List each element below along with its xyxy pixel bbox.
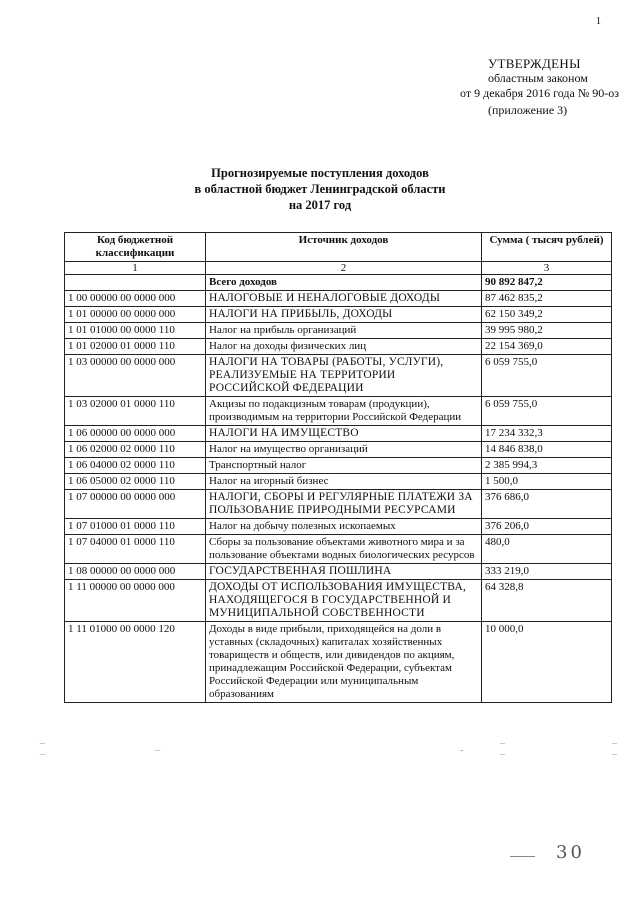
total-row [65,275,612,291]
table-row [65,564,612,580]
row-amount: 17 234 332,3 [482,426,612,442]
table-header-row [65,233,612,262]
row-code: 1 00 00000 00 0000 000 [65,291,206,307]
row-source: НАЛОГИ НА ИМУЩЕСТВО [206,426,482,442]
row-code: 1 06 02000 02 0000 110 [65,442,206,458]
row-source: Налог на игорный бизнес [206,474,482,490]
row-amount: 6 059 755,0 [482,355,612,397]
table-row [65,458,612,474]
stamp-line [510,856,535,857]
page-number: 1 [596,16,601,27]
row-source: Доходы в виде прибыли, приходящейся на доли в уставных (складочных) капиталах хозяйственных товариществ и обществ, или дивидендов по акциям, принадлежащим Российской Федерации, субъектам Российской Федерации или муниципальным образованиям [206,622,482,703]
row-amount: 22 154 369,0 [482,339,612,355]
row-code: 1 08 00000 00 0000 000 [65,564,206,580]
row-code: 1 03 00000 00 0000 000 [65,355,206,397]
row-code: 1 01 01000 00 0000 110 [65,323,206,339]
total-label: Всего доходов [206,275,482,291]
table-row [65,397,612,426]
row-code: 1 01 00000 00 0000 000 [65,307,206,323]
margin-mark: - [460,745,464,756]
row-source: НАЛОГИ НА ТОВАРЫ (РАБОТЫ, УСЛУГИ), РЕАЛИЗУЕМЫЕ НА ТЕРРИТОРИИ РОССИЙСКОЙ ФЕДЕРАЦИИ [206,355,482,397]
approval-line-3: (приложение 3) [488,103,568,117]
row-code: 1 03 02000 01 0000 110 [65,397,206,426]
column-number: 1 [65,262,206,275]
row-code: 1 07 00000 00 0000 000 [65,490,206,519]
row-source: НАЛОГИ, СБОРЫ И РЕГУЛЯРНЫЕ ПЛАТЕЖИ ЗА ПОЛЬЗОВАНИЕ ПРИРОДНЫМИ РЕСУРСАМИ [206,490,482,519]
row-amount: 376 686,0 [482,490,612,519]
row-source: Налог на доходы физических лиц [206,339,482,355]
row-code: 1 11 00000 00 0000 000 [65,580,206,622]
row-code: 1 11 01000 00 0000 120 [65,622,206,703]
row-amount: 2 385 994,3 [482,458,612,474]
table-row [65,355,612,397]
row-source: Транспортный налог [206,458,482,474]
approval-line-1: областным законом [488,71,588,85]
row-code: 1 07 01000 01 0000 110 [65,519,206,535]
row-source: ДОХОДЫ ОТ ИСПОЛЬЗОВАНИЯ ИМУЩЕСТВА, НАХОДЯЩЕГОСЯ В ГОСУДАРСТВЕННОЙ И МУНИЦИПАЛЬНОЙ СОБСТВЕННОСТИ [206,580,482,622]
total-amount: 90 892 847,2 [482,275,612,291]
row-amount: 64 328,8 [482,580,612,622]
row-amount: 10 000,0 [482,622,612,703]
table-row [65,442,612,458]
table-row [65,426,612,442]
margin-mark: – – [500,738,505,760]
margin-mark: – – [612,738,617,760]
row-amount: 333 219,0 [482,564,612,580]
row-amount: 376 206,0 [482,519,612,535]
row-source: НАЛОГИ НА ПРИБЫЛЬ, ДОХОДЫ [206,307,482,323]
table-row [65,474,612,490]
row-source: Налог на имущество организаций [206,442,482,458]
margin-mark: – [155,745,160,756]
table-row [65,307,612,323]
column-number: 3 [482,262,612,275]
row-source: Сборы за пользование объектами животного мира и за пользование объектами водных биологических ресурсов [206,535,482,564]
margin-mark: – – [40,738,45,760]
row-source: ГОСУДАРСТВЕННАЯ ПОШЛИНА [206,564,482,580]
title-line-2: в областной бюджет Ленинградской области [194,182,446,196]
revenue-table [64,232,612,703]
row-code: 1 06 04000 02 0000 110 [65,458,206,474]
page-stamp: 30 [556,842,585,863]
approval-title: УТВЕРЖДЕНЫ [488,56,581,71]
row-amount: 87 462 835,2 [482,291,612,307]
document-title [150,165,490,213]
row-code: 1 01 02000 01 0000 110 [65,339,206,355]
approval-block [460,56,635,118]
row-amount: 39 995 980,2 [482,323,612,339]
row-source: Акцизы по подакцизным товарам (продукции), производимым на территории Российской Федерации [206,397,482,426]
table-row [65,535,612,564]
row-source: Налог на прибыль организаций [206,323,482,339]
row-amount: 62 150 349,2 [482,307,612,323]
header-source: Источник доходов [206,233,482,262]
header-amount: Сумма ( тысяч рублей) [482,233,612,262]
row-code: 1 06 00000 00 0000 000 [65,426,206,442]
row-code: 1 07 04000 01 0000 110 [65,535,206,564]
table-row [65,339,612,355]
row-amount: 14 846 838,0 [482,442,612,458]
title-line-1: Прогнозируемые поступления доходов [211,166,429,180]
row-code: 1 06 05000 02 0000 110 [65,474,206,490]
row-amount: 1 500,0 [482,474,612,490]
approval-line-2: от 9 декабря 2016 года № 90-оз [460,86,620,100]
title-line-3: на 2017 год [288,198,352,212]
total-code [65,275,206,291]
header-code: Код бюджетной классификации [65,233,206,262]
row-source: НАЛОГОВЫЕ И НЕНАЛОГОВЫЕ ДОХОДЫ [206,291,482,307]
table-row [65,622,612,703]
table-row [65,580,612,622]
table-row [65,519,612,535]
row-source: Налог на добычу полезных ископаемых [206,519,482,535]
column-number-row [65,262,612,275]
table-row [65,490,612,519]
table-row [65,291,612,307]
column-number: 2 [206,262,482,275]
row-amount: 6 059 755,0 [482,397,612,426]
table-row [65,323,612,339]
row-amount: 480,0 [482,535,612,564]
